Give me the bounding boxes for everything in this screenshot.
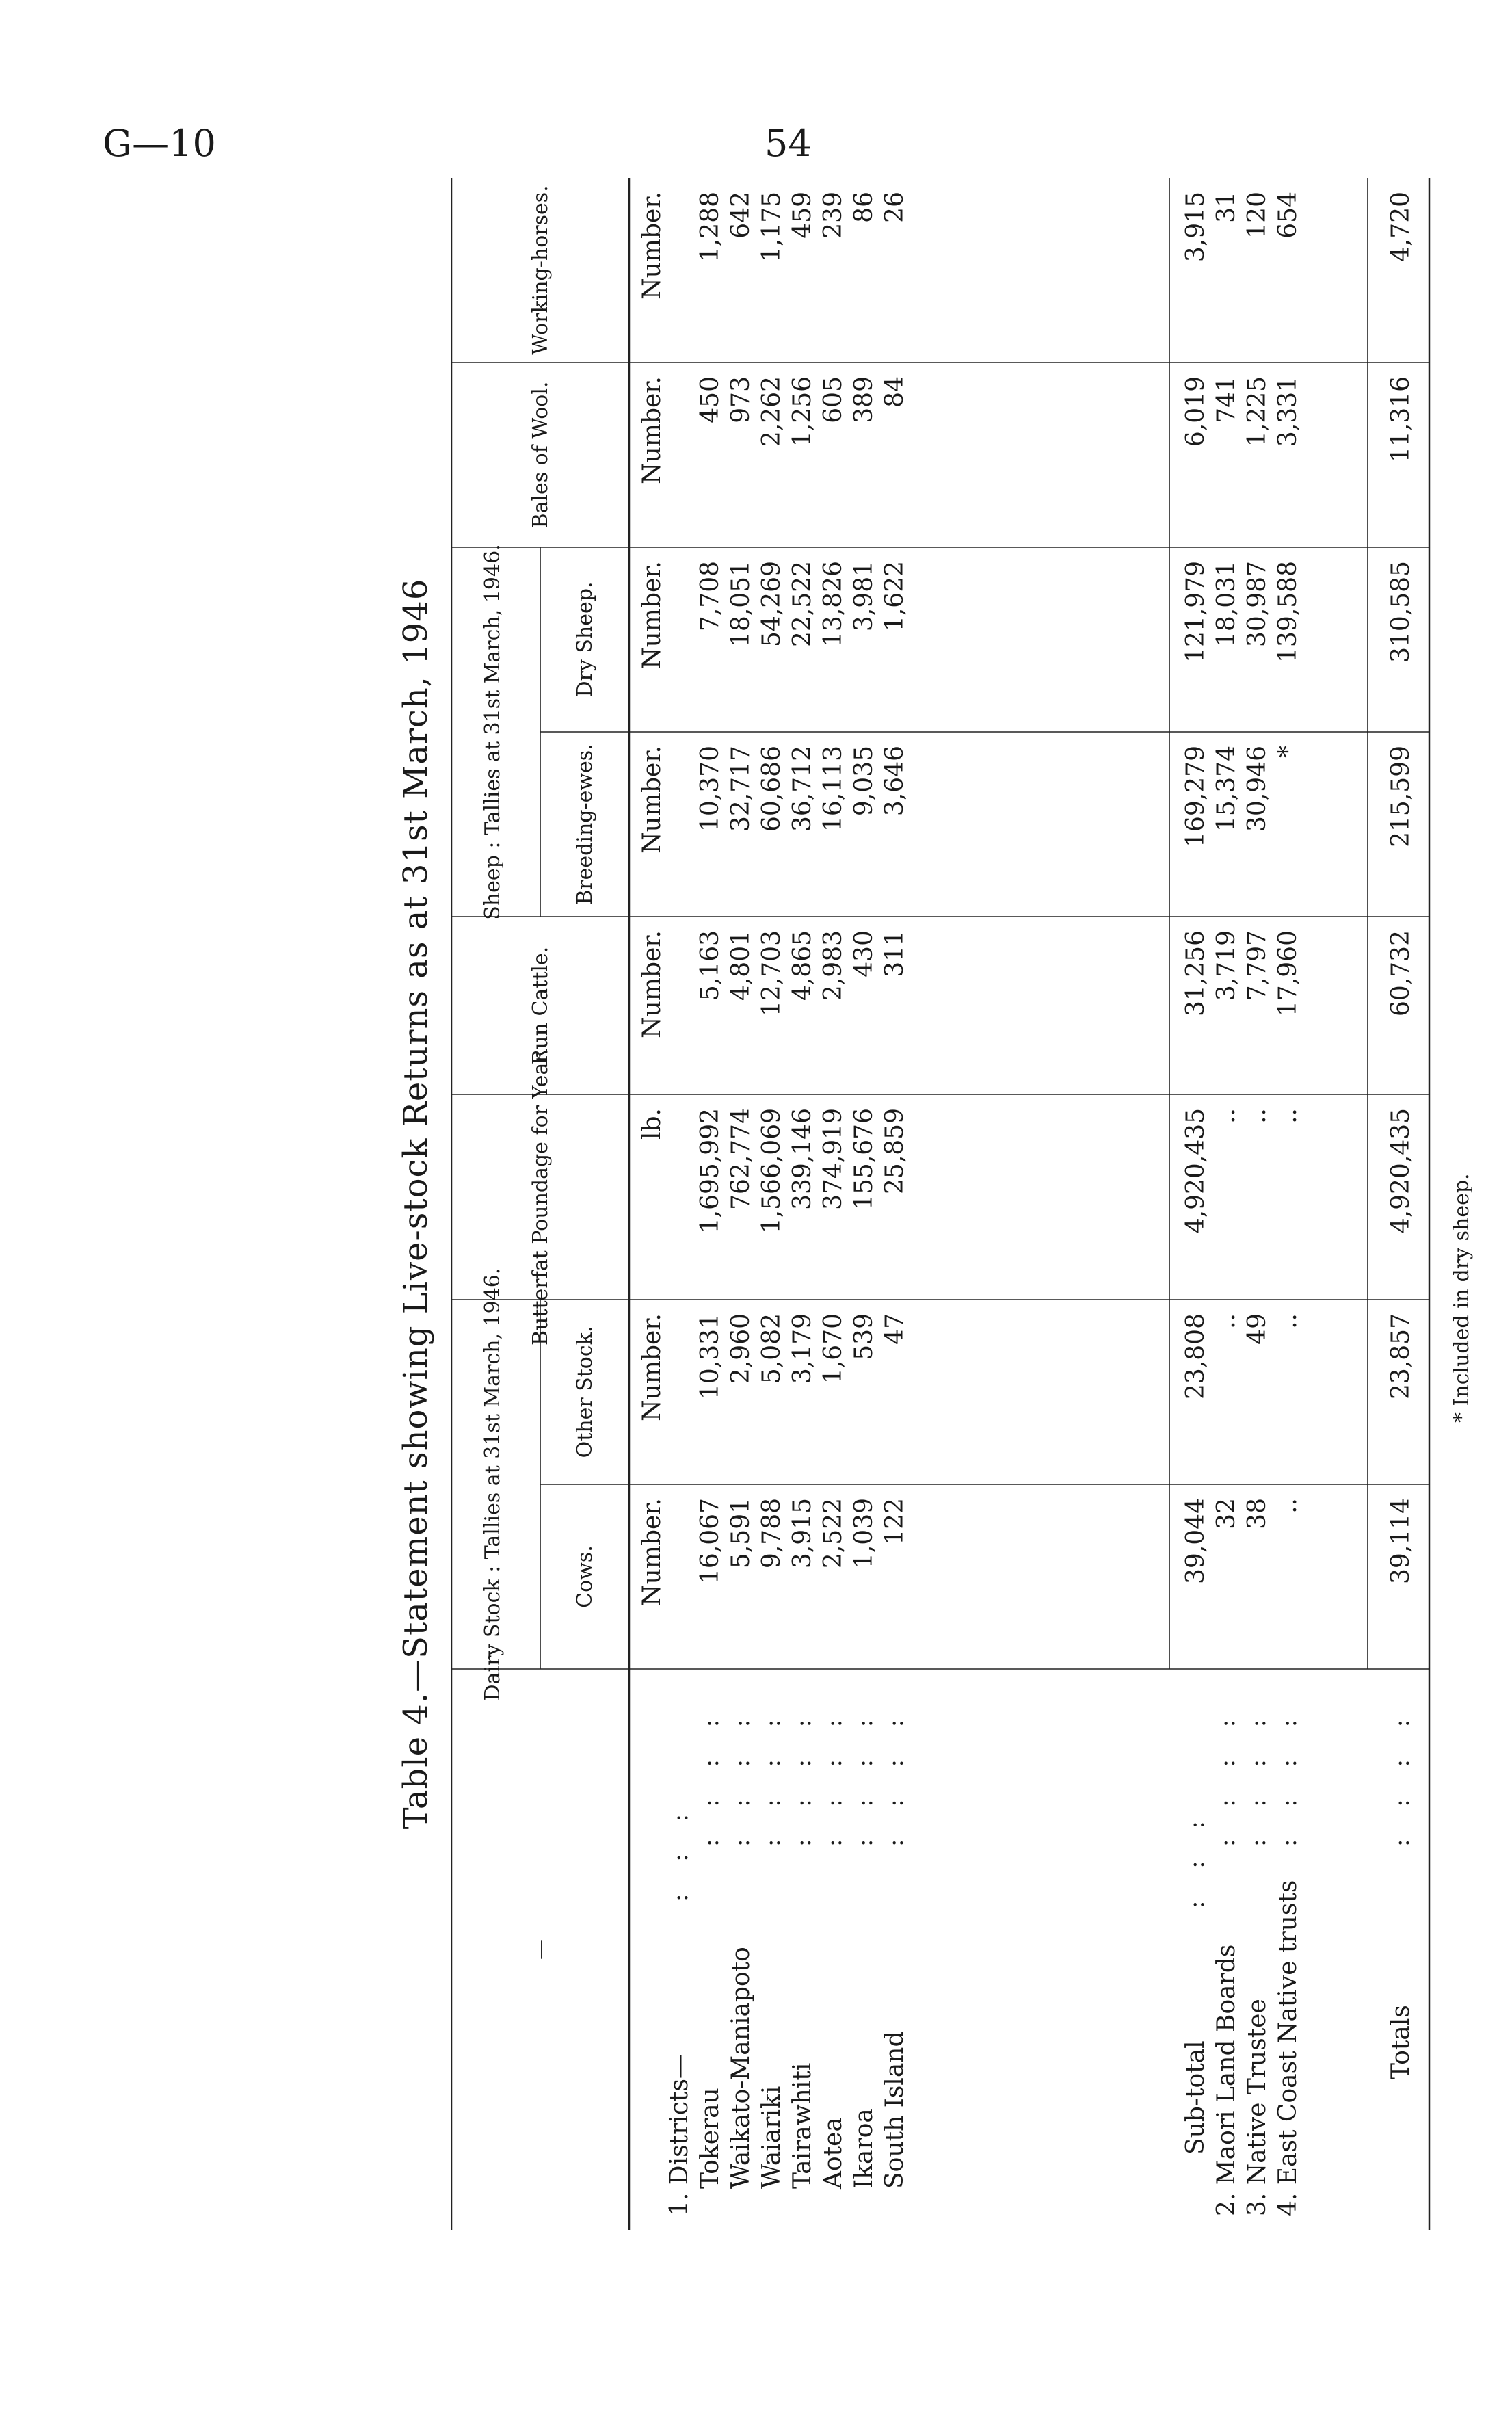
- table-cell: 18,051: [727, 561, 755, 647]
- table-cell: 120: [1243, 192, 1271, 239]
- table-cell: 4,920,435: [1387, 1108, 1415, 1234]
- table-cell: 1,695,992: [696, 1108, 724, 1234]
- table-cell: 32,717: [727, 746, 755, 832]
- page-number: 54: [765, 122, 812, 165]
- header-cows: Cows.: [573, 1545, 597, 1608]
- table-cell: 5,163: [696, 930, 724, 1001]
- table-cell: 642: [727, 192, 755, 239]
- table-footnote: * Included in dry sheep.: [1450, 1173, 1474, 1423]
- table-cell: 9,788: [758, 1498, 786, 1569]
- row-label: Waiariki: [758, 2086, 786, 2189]
- table-cell: 4,865: [788, 930, 817, 1001]
- table-cell: 762,774: [727, 1108, 755, 1210]
- table-cell: 169,279: [1182, 746, 1210, 847]
- table-cell: ..: [1212, 1313, 1241, 1329]
- table-cell: 38: [1243, 1498, 1271, 1529]
- table-cell: *: [1274, 746, 1302, 758]
- table-cell: 9,035: [850, 746, 878, 817]
- table-cell: 16,113: [819, 746, 847, 832]
- table-cell: 155,676: [850, 1108, 878, 1210]
- table-title: Table 4.—Statement showing Live-stock Returns as at 31st March, 1946: [397, 578, 435, 1830]
- leader-dots: : : :: [1182, 1809, 1210, 1908]
- stub-header: —: [529, 1939, 553, 1960]
- leader-dots: : : : :: [1244, 1707, 1271, 1847]
- rotated-table-block: [383, 178, 1504, 2230]
- table-cell: 84: [881, 376, 909, 408]
- table-cell: 30,987: [1243, 561, 1271, 647]
- table-cell: 5,591: [727, 1498, 755, 1569]
- table-cell: 4,801: [727, 930, 755, 1001]
- table-cell: 3,331: [1274, 376, 1302, 447]
- table-cell: 25,859: [881, 1108, 909, 1194]
- leader-dots: : : : :: [1213, 1707, 1241, 1847]
- header-bales: Bales of Wool.: [529, 381, 553, 529]
- header-other-stock: Other Stock.: [573, 1326, 597, 1458]
- row-label: Sub-total: [1182, 2040, 1210, 2155]
- table-cell: ..: [1212, 1108, 1241, 1124]
- table-row: [727, 192, 755, 2189]
- table-cell: 215,599: [1387, 746, 1415, 847]
- table-cell: 4,720: [1387, 192, 1415, 263]
- table-cell: 654: [1274, 192, 1302, 239]
- leader-dots: : : : :: [851, 1707, 878, 1847]
- table-cell: 339,146: [788, 1108, 817, 1210]
- table-body: [665, 192, 1415, 2216]
- table-cell: ..: [1243, 1108, 1271, 1124]
- table-row: [665, 1802, 693, 2216]
- table-cell: 239: [819, 192, 847, 239]
- unit-cell: Number.: [638, 1498, 666, 1606]
- leader-dots: : : : :: [758, 1707, 786, 1847]
- table-cell: 3,981: [850, 561, 878, 632]
- header-breeding-ewes: Breeding-ewes.: [573, 744, 597, 905]
- header-run-cattle: Run Cattle.: [529, 946, 553, 1065]
- table-cell: 17,960: [1274, 930, 1302, 1016]
- table-cell: 10,331: [696, 1313, 724, 1399]
- table-cell: 3,719: [1212, 930, 1241, 1001]
- table-cell: 450: [696, 376, 724, 423]
- table-cell: 139,588: [1274, 561, 1302, 663]
- table-cell: 122: [881, 1498, 909, 1545]
- table-cell: 1,566,069: [758, 1108, 786, 1234]
- table-cell: 430: [850, 930, 878, 977]
- table-cell: 15,374: [1212, 746, 1241, 832]
- row-label: Ikaroa: [850, 2108, 878, 2189]
- table-cell: 2,960: [727, 1313, 755, 1384]
- leader-dots: : : : :: [728, 1707, 755, 1847]
- table-cell: 3,646: [881, 746, 909, 817]
- table-cell: 23,808: [1182, 1313, 1210, 1399]
- leader-dots: : : : :: [789, 1707, 817, 1847]
- unit-cell: lb.: [638, 1108, 666, 1140]
- table-cell: 1,622: [881, 561, 909, 632]
- table-cell: 18,031: [1212, 561, 1241, 647]
- table-row: [881, 192, 909, 2189]
- table-cell: ..: [1274, 1108, 1302, 1124]
- table-cell: 16,067: [696, 1498, 724, 1584]
- table-cell: 539: [850, 1313, 878, 1361]
- header-butterfat: Butterfat Poundage for Year.: [529, 1049, 553, 1345]
- table-cell: 39,044: [1182, 1498, 1210, 1584]
- row-label: 1. Districts—: [665, 2054, 693, 2216]
- table-row: [1274, 192, 1302, 2216]
- leader-dots: : : : :: [820, 1707, 847, 1847]
- table-cell: 605: [819, 376, 847, 423]
- table-cell: 49: [1243, 1313, 1271, 1345]
- table-row: [1182, 192, 1210, 2155]
- page-code: G—10: [103, 122, 216, 165]
- table-cell: 121,979: [1182, 561, 1210, 663]
- table-cell: 60,686: [758, 746, 786, 832]
- unit-cell: Number.: [638, 930, 666, 1038]
- table-cell: ..: [1274, 1498, 1302, 1514]
- unit-cell: Number.: [638, 192, 666, 300]
- table-cell: 7,708: [696, 561, 724, 632]
- table-row: [696, 192, 724, 2189]
- table-row: [788, 192, 817, 2189]
- unit-cell: Number.: [638, 1313, 666, 1421]
- table-row: [758, 192, 786, 2189]
- leader-dots: : : : :: [1275, 1707, 1302, 1847]
- row-label: Tairawhiti: [788, 2062, 817, 2189]
- table-cell: 2,522: [819, 1498, 847, 1569]
- table-cell: 1,225: [1243, 376, 1271, 447]
- table-cell: 310,585: [1387, 561, 1415, 663]
- table-row: [1243, 192, 1271, 2216]
- table-cell: 459: [788, 192, 817, 239]
- table-cell: 23,857: [1387, 1313, 1415, 1399]
- row-label: 3. Native Trustee: [1243, 1999, 1271, 2216]
- row-label: Totals: [1387, 2005, 1415, 2079]
- table-cell: 60,732: [1387, 930, 1415, 1016]
- header-sheep-group: Sheep : Tallies at 31st March, 1946.: [481, 544, 505, 920]
- row-label: 4. East Coast Native trusts: [1274, 1880, 1302, 2216]
- table-cell: ..: [1274, 1313, 1302, 1329]
- leader-dots: : : : :: [1388, 1707, 1415, 1847]
- table-cell: 3,179: [788, 1313, 817, 1384]
- table-cell: 31,256: [1182, 930, 1210, 1016]
- table-cell: 32: [1212, 1498, 1241, 1529]
- table-cell: 1,256: [788, 376, 817, 447]
- table-cell: 39,114: [1387, 1498, 1415, 1584]
- row-label: Tokerau: [696, 2088, 724, 2189]
- unit-cell: Number.: [638, 746, 666, 854]
- table-cell: 389: [850, 376, 878, 423]
- table-cell: 5,082: [758, 1313, 786, 1384]
- livestock-table: [451, 178, 1436, 2230]
- row-label: South Island: [881, 2031, 909, 2189]
- table-cell: 374,919: [819, 1108, 847, 1210]
- table-cell: 2,262: [758, 376, 786, 447]
- table-cell: 4,920,435: [1182, 1108, 1210, 1234]
- leader-dots: : : : :: [697, 1707, 724, 1847]
- table-cell: 6,019: [1182, 376, 1210, 447]
- table-cell: 3,915: [788, 1498, 817, 1569]
- table-cell: 3,915: [1182, 192, 1210, 263]
- table-cell: 30,946: [1243, 746, 1271, 832]
- table-cell: 31: [1212, 192, 1241, 223]
- units-row: [638, 192, 666, 1606]
- table-cell: 13,826: [819, 561, 847, 647]
- table-cell: 36,712: [788, 746, 817, 832]
- row-label: 2. Maori Land Boards: [1212, 1944, 1241, 2216]
- table-row: [1212, 192, 1241, 2216]
- table-cell: 2,983: [819, 930, 847, 1001]
- table-cell: 1,670: [819, 1313, 847, 1384]
- unit-cell: Number.: [638, 376, 666, 484]
- leader-dots: : : :: [666, 1802, 693, 1902]
- table-cell: 7,797: [1243, 930, 1271, 1001]
- table-row: [819, 192, 847, 2190]
- header-horses: Working-horses.: [529, 185, 553, 355]
- header-dairy-group: Dairy Stock : Tallies at 31st March, 1946.: [481, 1267, 505, 1701]
- leader-dots: : : : :: [881, 1707, 909, 1847]
- table-cell: 1,039: [850, 1498, 878, 1569]
- table-cell: 22,522: [788, 561, 817, 647]
- header-dry-sheep: Dry Sheep.: [573, 581, 597, 698]
- table-cell: 973: [727, 376, 755, 423]
- row-label: Aotea: [819, 2117, 847, 2189]
- table-cell: 12,703: [758, 930, 786, 1016]
- table-row: [850, 192, 878, 2189]
- table-cell: 54,269: [758, 561, 786, 647]
- table-cell: 1,175: [758, 192, 786, 263]
- table-cell: 26: [881, 192, 909, 223]
- row-label: Waikato-Maniapoto: [727, 1947, 755, 2189]
- table-cell: 1,288: [696, 192, 724, 263]
- table-cell: 11,316: [1387, 376, 1415, 462]
- table-cell: 741: [1212, 376, 1241, 423]
- table-cell: 47: [881, 1313, 909, 1345]
- table-cell: 311: [881, 930, 909, 977]
- table-cell: 10,370: [696, 746, 724, 832]
- table-row: [1387, 192, 1415, 2079]
- unit-cell: Number.: [638, 561, 666, 669]
- table-cell: 86: [850, 192, 878, 223]
